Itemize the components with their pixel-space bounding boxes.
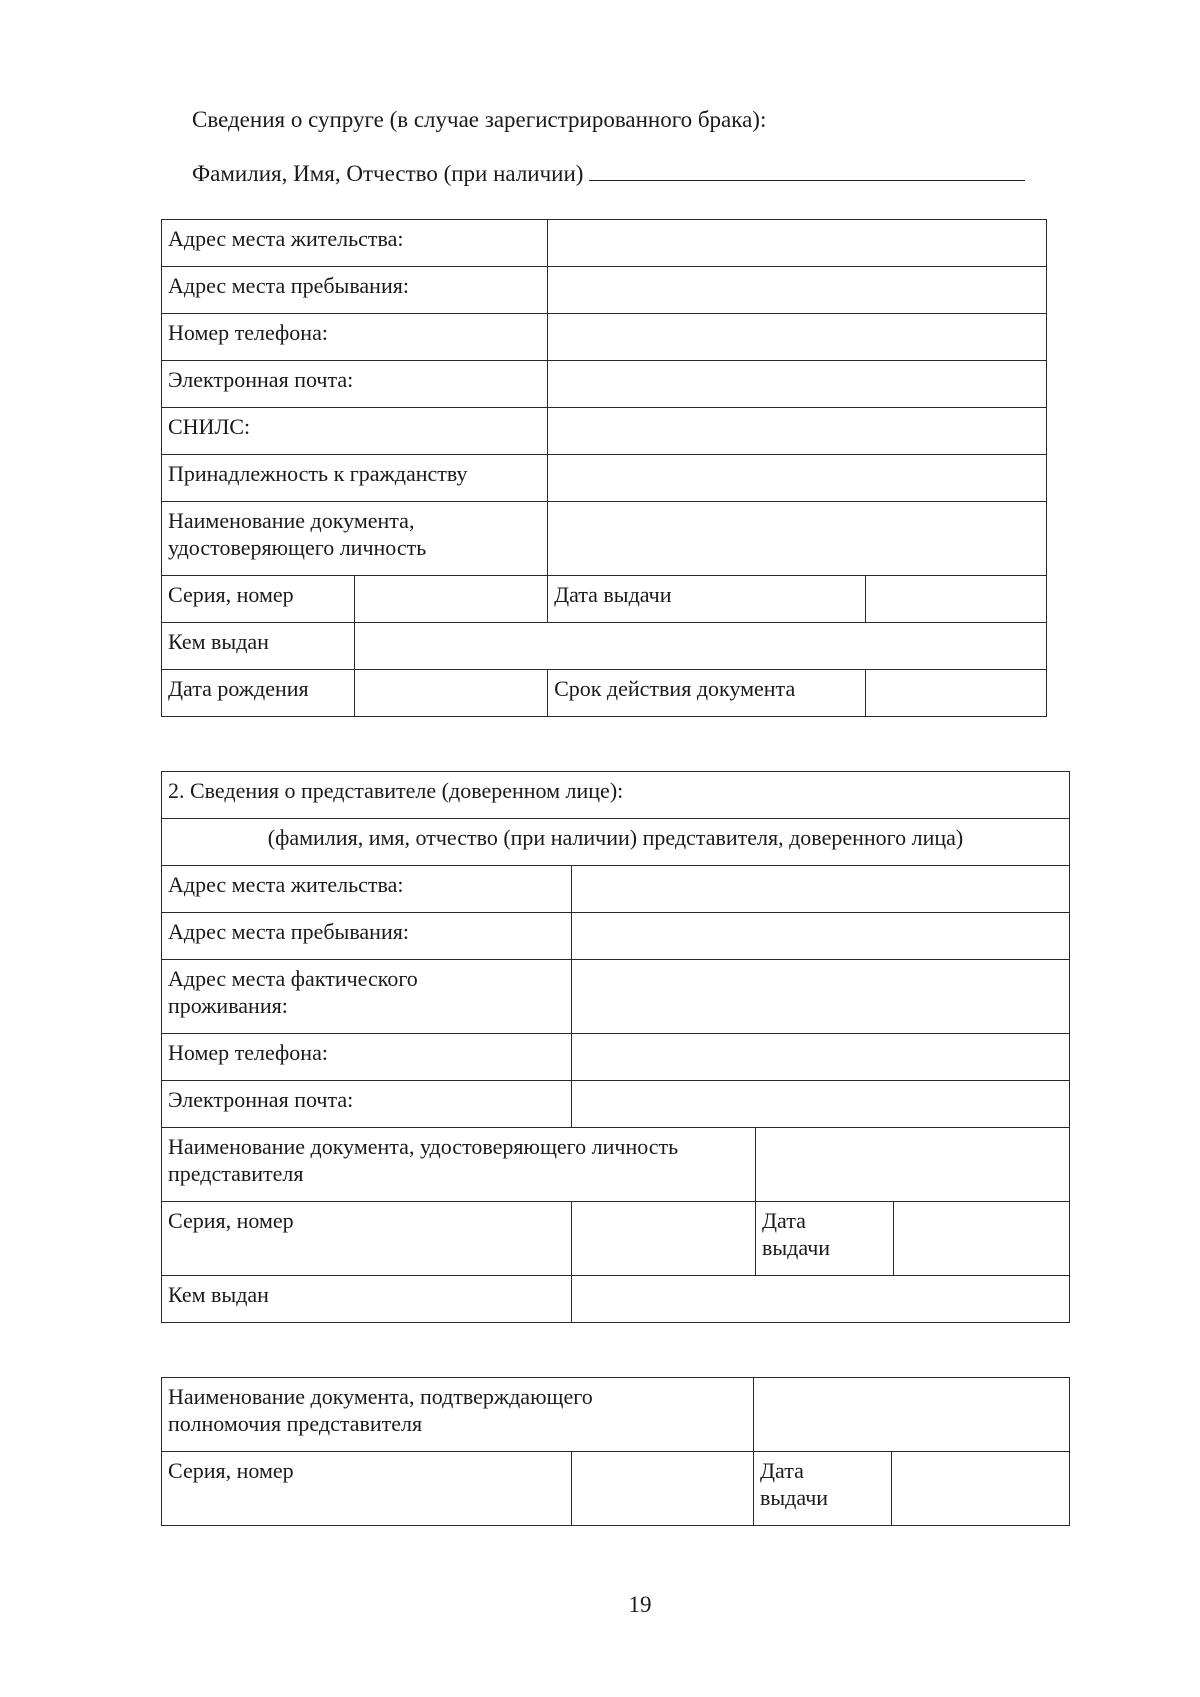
spouse-phone-field[interactable]	[548, 314, 1047, 361]
representative-fio-caption[interactable]: (фамилия, имя, отчество (при наличии) представителя, доверенного лица)	[162, 819, 1070, 866]
spouse-series-label: Серия, номер	[162, 576, 355, 623]
authority-series-label: Серия, номер	[162, 1452, 572, 1526]
spouse-table	[161, 219, 1047, 717]
spouse-email-field[interactable]	[548, 361, 1047, 408]
rep-residence-label: Адрес места жительства:	[162, 866, 572, 913]
authority-table	[161, 1377, 1070, 1526]
rep-stay-field[interactable]	[572, 913, 1070, 960]
rep-phone-label: Номер телефона:	[162, 1034, 572, 1081]
page-number: 19	[628, 1592, 652, 1617]
spouse-id-doc-field[interactable]	[548, 502, 1047, 576]
spouse-citizenship-label: Принадлежность к гражданству	[162, 455, 548, 502]
authority-issue-date-label: Дата выдачи	[754, 1452, 892, 1526]
representative-heading: 2. Сведения о представителе (доверенном лице):	[162, 772, 1070, 819]
spouse-validity-field[interactable]	[865, 670, 1046, 717]
rep-id-doc-label: Наименование документа, удостоверяющего личность представителя	[162, 1128, 756, 1202]
rep-issue-date-field[interactable]	[894, 1202, 1070, 1276]
rep-issued-by-label: Кем выдан	[162, 1276, 572, 1323]
spouse-fio-line	[192, 160, 1025, 187]
spouse-birth-date-field[interactable]	[355, 670, 548, 717]
rep-phone-field[interactable]	[572, 1034, 1070, 1081]
spouse-phone-label: Номер телефона:	[162, 314, 548, 361]
authority-series-field[interactable]	[572, 1452, 754, 1526]
spouse-stay-field[interactable]	[548, 267, 1047, 314]
rep-series-label: Серия, номер	[162, 1202, 572, 1276]
rep-residence-field[interactable]	[572, 866, 1070, 913]
spouse-validity-label: Срок действия документа	[548, 670, 866, 717]
authority-issue-date-field[interactable]	[892, 1452, 1070, 1526]
spouse-fio-field[interactable]	[589, 160, 1025, 181]
spouse-snils-field[interactable]	[548, 408, 1047, 455]
spouse-issue-date-field[interactable]	[865, 576, 1046, 623]
spouse-series-field[interactable]	[355, 576, 548, 623]
rep-series-field[interactable]	[572, 1202, 756, 1276]
rep-id-doc-field[interactable]	[756, 1128, 1070, 1202]
spouse-issued-by-label: Кем выдан	[162, 623, 355, 670]
spouse-residence-label: Адрес места жительства:	[162, 220, 548, 267]
spouse-residence-field[interactable]	[548, 220, 1047, 267]
spouse-birth-date-label: Дата рождения	[162, 670, 355, 717]
spouse-issued-by-field[interactable]	[355, 623, 1047, 670]
rep-actual-field[interactable]	[572, 960, 1070, 1034]
representative-table	[161, 771, 1070, 1323]
rep-actual-label: Адрес места фактического проживания:	[162, 960, 572, 1034]
rep-issue-date-label: Дата выдачи	[756, 1202, 894, 1276]
spouse-citizenship-field[interactable]	[548, 455, 1047, 502]
spouse-fio-label: Фамилия, Имя, Отчество (при наличии)	[192, 161, 584, 186]
rep-issued-by-field[interactable]	[572, 1276, 1070, 1323]
spouse-stay-label: Адрес места пребывания:	[162, 267, 548, 314]
spouse-email-label: Электронная почта:	[162, 361, 548, 408]
authority-doc-label: Наименование документа, подтверждающего полномочия представителя	[162, 1378, 754, 1452]
authority-doc-field[interactable]	[754, 1378, 1070, 1452]
rep-email-field[interactable]	[572, 1081, 1070, 1128]
spouse-issue-date-label: Дата выдачи	[548, 576, 866, 623]
rep-stay-label: Адрес места пребывания:	[162, 913, 572, 960]
spouse-id-doc-label: Наименование документа, удостоверяющего личность	[162, 502, 548, 576]
spouse-snils-label: СНИЛС:	[162, 408, 548, 455]
spouse-heading: Сведения о супруге (в случае зарегистрированного брака):	[192, 107, 767, 132]
rep-email-label: Электронная почта:	[162, 1081, 572, 1128]
